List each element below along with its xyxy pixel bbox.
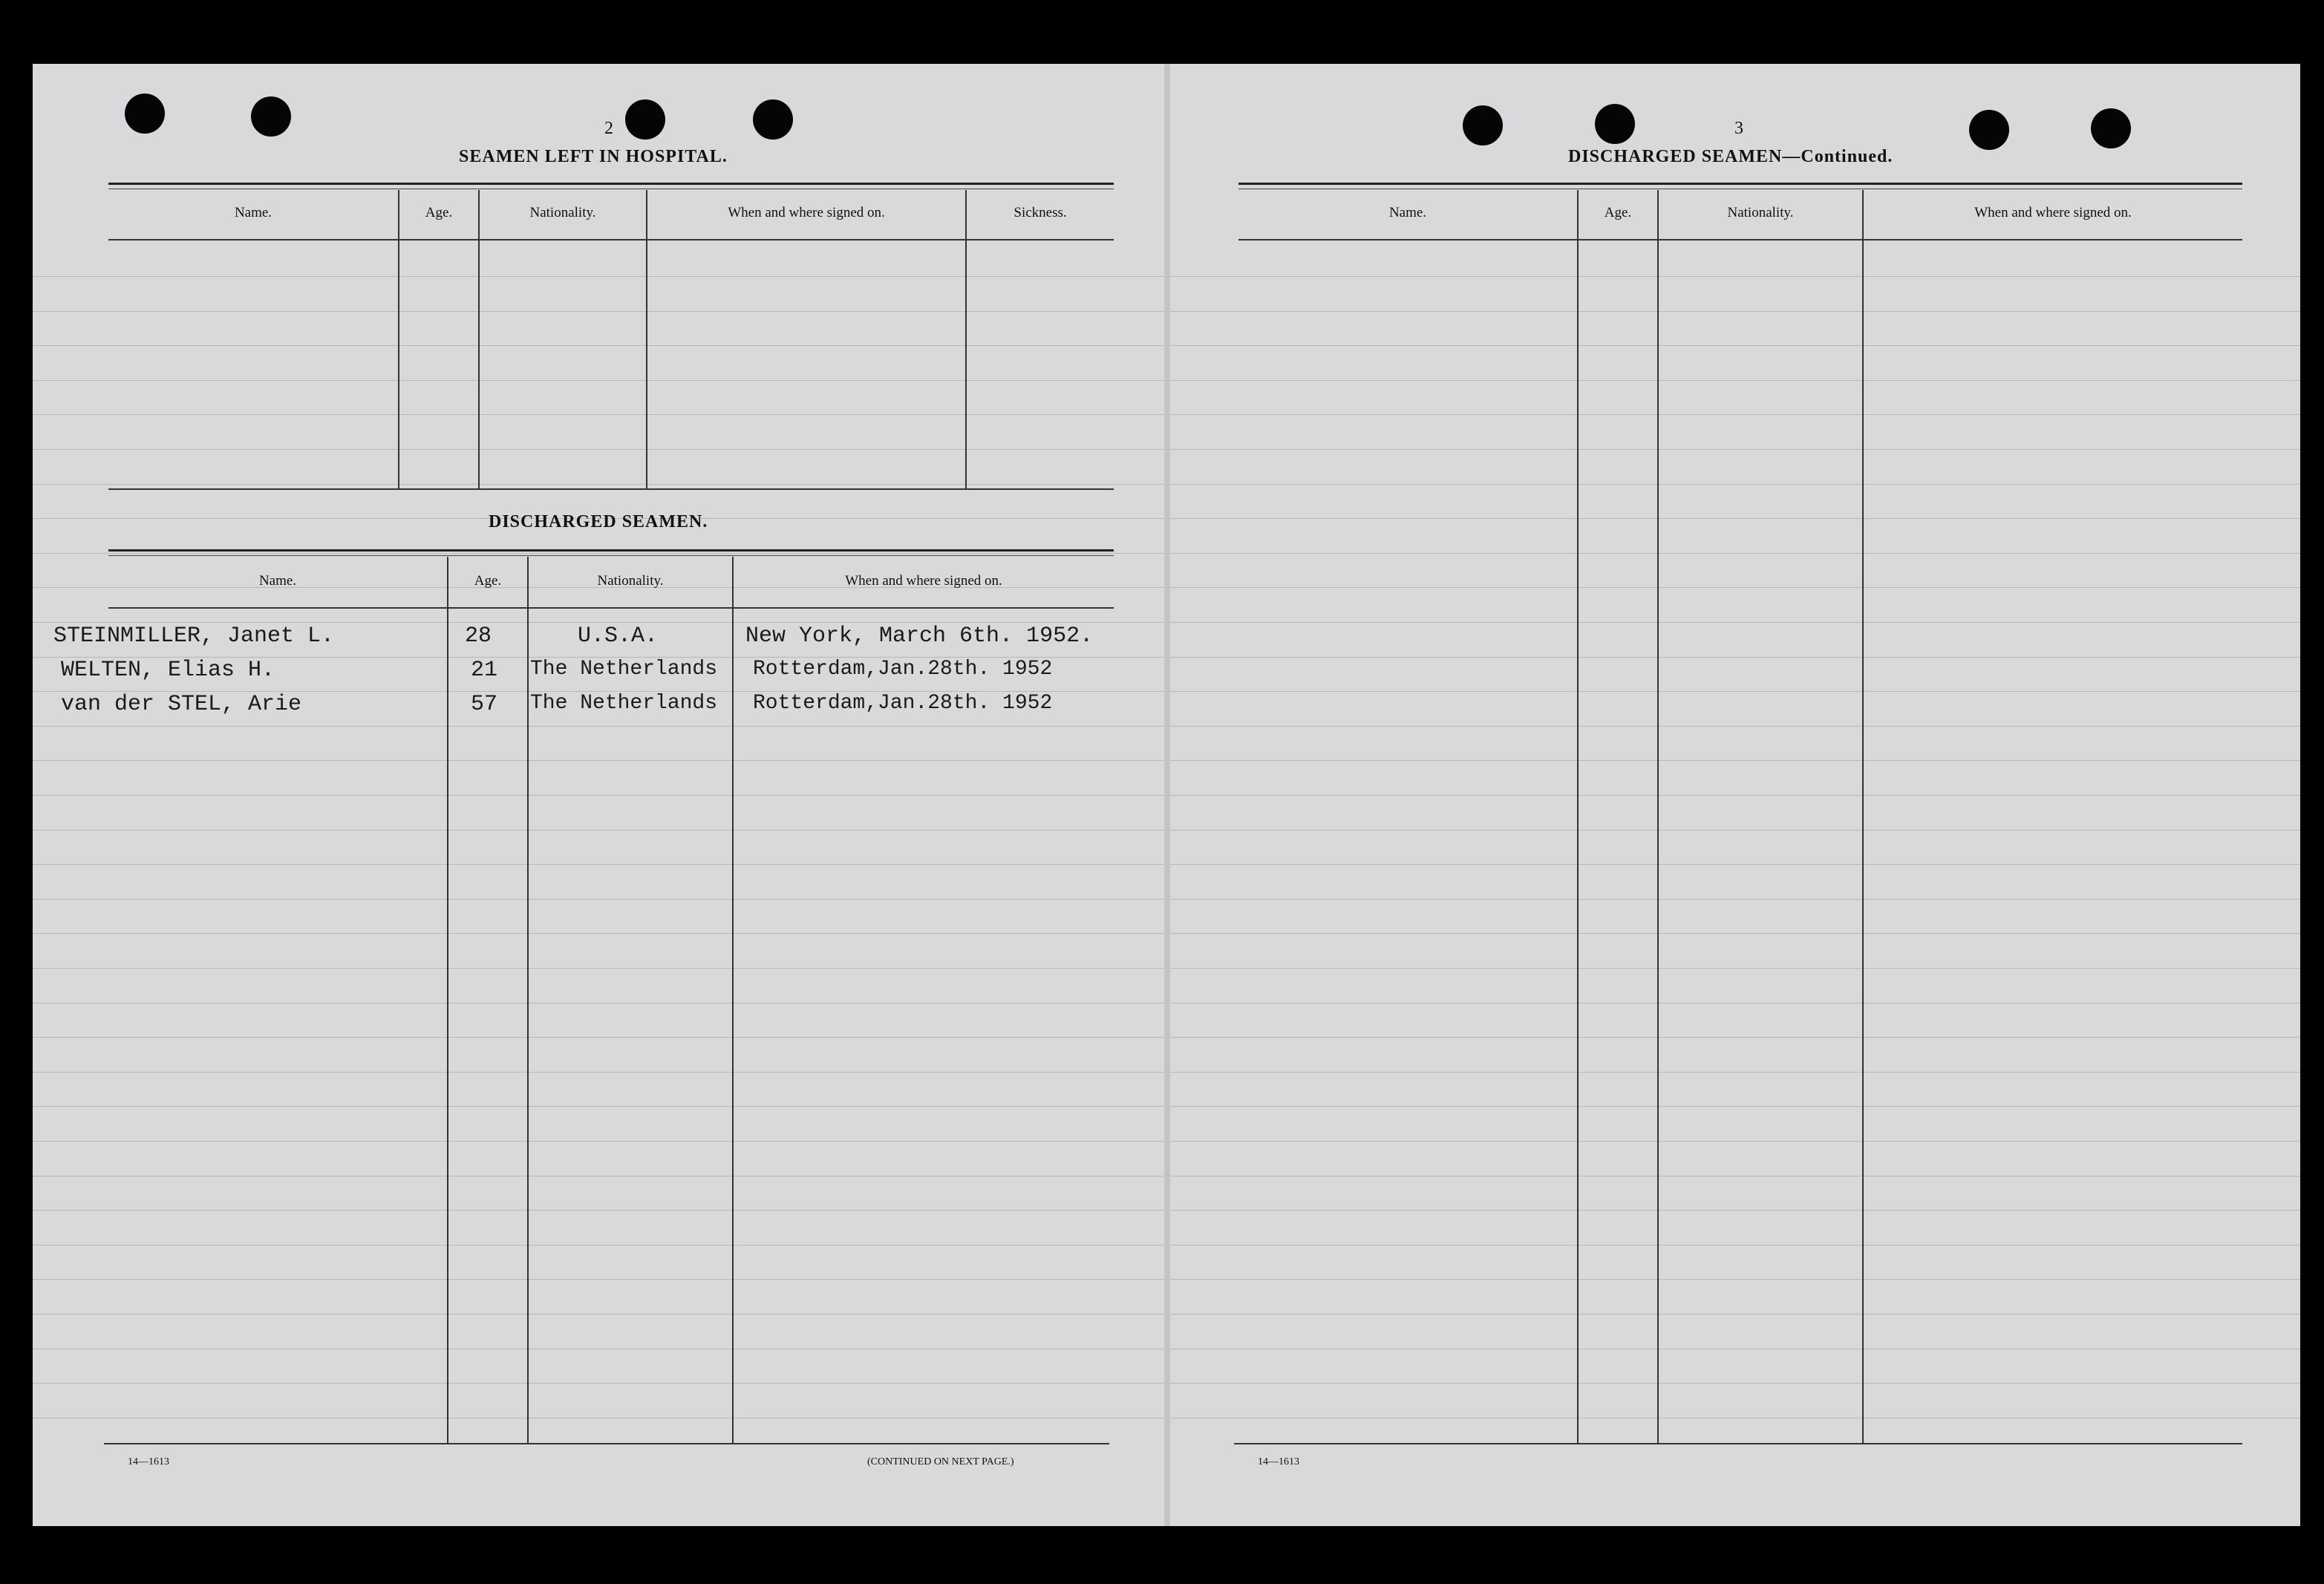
ruled-line	[33, 795, 1164, 796]
column-divider	[527, 557, 529, 1443]
column-divider	[965, 190, 967, 488]
ruled-line	[33, 830, 1164, 831]
ruled-line	[1170, 1279, 2300, 1280]
page-gutter	[1164, 64, 1170, 1526]
ruled-line	[1170, 1210, 2300, 1211]
column-header-name: Name.	[234, 205, 272, 220]
ruled-line	[1170, 1037, 2300, 1038]
table-row-age: 21	[471, 658, 498, 683]
ruled-line	[1170, 553, 2300, 554]
ruled-line	[33, 864, 1164, 865]
footer-rule	[1234, 1443, 2242, 1444]
ruled-line	[33, 1314, 1164, 1315]
ruled-line	[33, 1245, 1164, 1246]
punch-hole	[125, 94, 165, 134]
ruled-line	[1170, 484, 2300, 485]
column-divider	[1862, 190, 1864, 1443]
ruled-line	[1170, 760, 2300, 761]
punch-hole	[2091, 108, 2131, 148]
ruled-line	[33, 380, 1164, 381]
ruled-line	[33, 1383, 1164, 1384]
column-header-name: Name.	[258, 573, 297, 589]
column-header-age: Age.	[1604, 205, 1632, 220]
header-rule	[108, 239, 1114, 240]
ruled-line	[1170, 345, 2300, 346]
ruled-line	[33, 1279, 1164, 1280]
ruled-line	[33, 449, 1164, 450]
column-divider	[478, 190, 480, 488]
ruled-line	[1170, 691, 2300, 692]
header-rule	[108, 549, 1114, 556]
table-row-nationality: U.S.A.	[578, 624, 659, 649]
table-row-signed-on: Rotterdam,Jan.28th. 1952	[753, 692, 1053, 715]
table-row-name: WELTEN, Elias H.	[61, 658, 275, 683]
ruled-line	[1170, 449, 2300, 450]
ruled-line	[1170, 864, 2300, 865]
header-rule	[108, 607, 1114, 609]
header-rule	[1238, 183, 2242, 189]
column-header-nationality: Nationality.	[1727, 205, 1794, 220]
ruled-line	[1170, 1003, 2300, 1004]
ruled-line	[1170, 968, 2300, 969]
ruled-line	[33, 1072, 1164, 1073]
punch-hole	[1463, 105, 1503, 145]
column-divider	[447, 557, 448, 1443]
ruled-line	[33, 726, 1164, 727]
section-rule	[108, 488, 1114, 490]
ruled-line	[33, 1003, 1164, 1004]
ruled-line	[33, 1141, 1164, 1142]
header-rule	[1238, 239, 2242, 240]
table-row-age: 57	[471, 692, 498, 717]
ruled-line	[33, 760, 1164, 761]
punch-hole	[251, 96, 291, 137]
ruled-line	[1170, 414, 2300, 415]
ruled-line	[33, 899, 1164, 900]
ruled-line	[33, 345, 1164, 346]
ruled-line	[33, 311, 1164, 312]
ruled-line	[1170, 276, 2300, 277]
form-number: 14—1613	[1258, 1456, 1299, 1467]
punch-hole	[625, 99, 665, 140]
ruled-line	[1170, 587, 2300, 588]
column-header-name: Name.	[1388, 205, 1427, 220]
column-header-sickness: Sickness.	[1014, 205, 1067, 220]
ruled-line	[33, 622, 1164, 623]
column-header-nationality: Nationality.	[529, 205, 596, 220]
ruled-line	[33, 1106, 1164, 1107]
column-header-signed-on: When and where signed on.	[1974, 205, 2132, 220]
punch-hole	[1969, 110, 2009, 150]
ruled-line	[1170, 795, 2300, 796]
column-divider	[1577, 190, 1579, 1443]
ruled-line	[1170, 380, 2300, 381]
column-header-signed-on: When and where signed on.	[845, 573, 1002, 589]
ruled-line	[1170, 899, 2300, 900]
section-title: DISCHARGED SEAMEN—Continued.	[1568, 147, 1893, 166]
ruled-line	[1170, 1072, 2300, 1073]
header-rule	[108, 183, 1114, 189]
table-row-age: 28	[465, 624, 492, 649]
ruled-line	[33, 1210, 1164, 1211]
table-row-nationality: The Netherlands	[530, 692, 718, 715]
column-header-age: Age.	[474, 573, 502, 589]
page-number: 3	[1734, 119, 1743, 138]
punch-hole	[753, 99, 793, 140]
ruled-line	[33, 933, 1164, 934]
ruled-line	[1170, 657, 2300, 658]
ruled-line	[1170, 933, 2300, 934]
ruled-line	[1170, 518, 2300, 519]
column-header-age: Age.	[425, 205, 453, 220]
footer-rule	[104, 1443, 1109, 1444]
column-divider	[398, 190, 399, 488]
ruled-line	[1170, 1141, 2300, 1142]
ruled-line	[33, 968, 1164, 969]
column-header-signed-on: When and where signed on.	[728, 205, 885, 220]
column-header-nationality: Nationality.	[597, 573, 664, 589]
punch-hole	[1595, 104, 1635, 144]
table-row-name: STEINMILLER, Janet L.	[53, 624, 335, 649]
ruled-line	[33, 414, 1164, 415]
ruled-line	[33, 276, 1164, 277]
ruled-line	[1170, 830, 2300, 831]
page-number: 2	[604, 119, 613, 138]
column-divider	[646, 190, 647, 488]
hospital-section-title: SEAMEN LEFT IN HOSPITAL.	[459, 147, 728, 166]
ruled-line	[1170, 1106, 2300, 1107]
table-row-signed-on: New York, March 6th. 1952.	[745, 624, 1094, 649]
table-row-name: van der STEL, Arie	[61, 692, 302, 717]
discharged-section-title: DISCHARGED SEAMEN.	[489, 512, 708, 531]
continued-note: (CONTINUED ON NEXT PAGE.)	[867, 1456, 1014, 1467]
table-row-nationality: The Netherlands	[530, 658, 718, 681]
ruled-line	[1170, 1383, 2300, 1384]
ruled-line	[1170, 1245, 2300, 1246]
ruled-line	[1170, 622, 2300, 623]
column-divider	[1657, 190, 1659, 1443]
form-number: 14—1613	[128, 1456, 169, 1467]
table-row-signed-on: Rotterdam,Jan.28th. 1952	[753, 658, 1053, 681]
ruled-line	[33, 484, 1164, 485]
ruled-line	[1170, 1314, 2300, 1315]
column-divider	[732, 557, 734, 1443]
ruled-line	[1170, 726, 2300, 727]
ruled-line	[1170, 311, 2300, 312]
ruled-line	[33, 1037, 1164, 1038]
